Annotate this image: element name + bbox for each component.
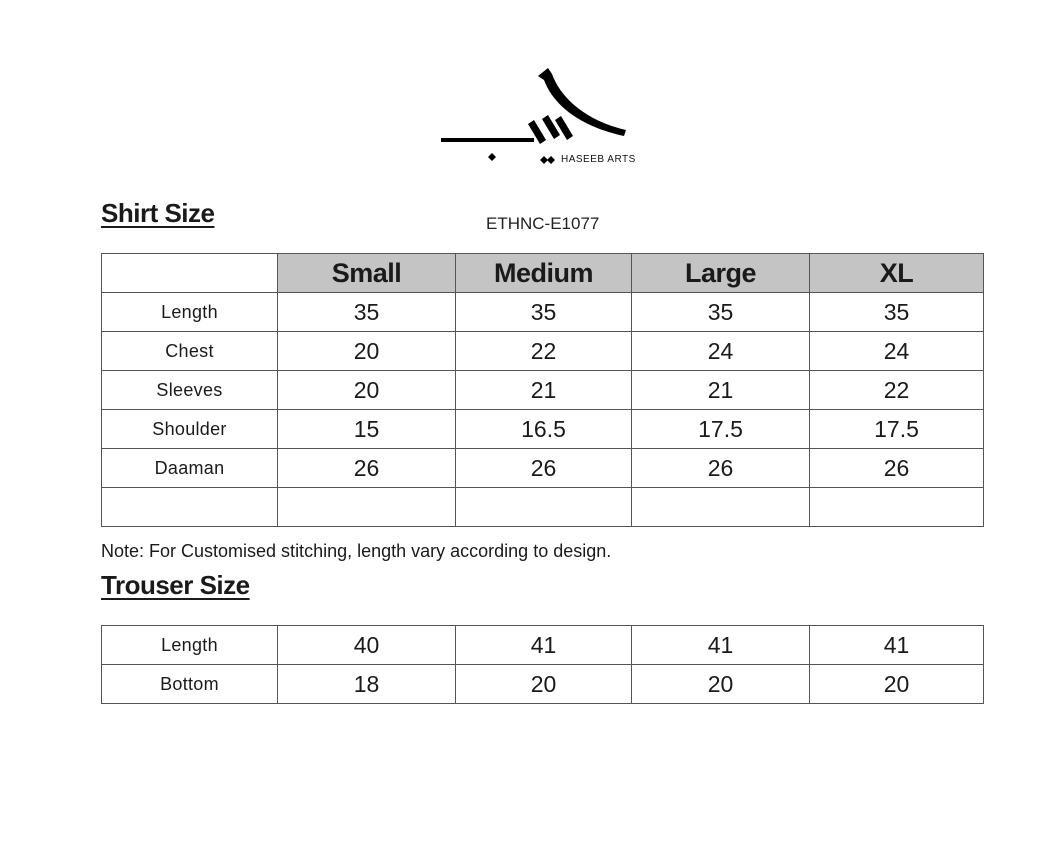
header-corner-cell <box>102 254 278 293</box>
table-row <box>102 410 984 449</box>
table-cell: 21 <box>456 371 632 410</box>
table-cell <box>278 488 456 527</box>
table-row <box>102 665 984 704</box>
brand-name: HASEEB ARTS <box>561 154 636 165</box>
table-cell: 22 <box>810 371 984 410</box>
table-cell: 17.5 <box>810 410 984 449</box>
table-row <box>102 293 984 332</box>
row-label: Daaman <box>102 449 278 488</box>
shirt-size-table <box>101 253 984 527</box>
row-label: Shoulder <box>102 410 278 449</box>
table-cell: 20 <box>278 332 456 371</box>
table-cell: 40 <box>278 626 456 665</box>
row-label: Chest <box>102 332 278 371</box>
table-cell: 22 <box>456 332 632 371</box>
row-label: Length <box>102 626 278 665</box>
trouser-size-table <box>101 625 984 704</box>
table-cell: 20 <box>278 371 456 410</box>
table-cell: 17.5 <box>632 410 810 449</box>
table-cell: 20 <box>810 665 984 704</box>
table-cell: 41 <box>810 626 984 665</box>
row-label: Sleeves <box>102 371 278 410</box>
table-cell <box>456 488 632 527</box>
table-cell: 21 <box>632 371 810 410</box>
table-row-empty <box>102 488 984 527</box>
table-cell: 35 <box>810 293 984 332</box>
header-xl: XL <box>810 254 984 293</box>
row-label <box>102 488 278 527</box>
table-cell: 26 <box>810 449 984 488</box>
stitching-note: Note: For Customised stitching, length vary according to design. <box>101 541 612 561</box>
table-cell: 41 <box>456 626 632 665</box>
table-cell: 20 <box>632 665 810 704</box>
table-cell: 24 <box>810 332 984 371</box>
table-cell: 35 <box>278 293 456 332</box>
table-row <box>102 332 984 371</box>
table-cell: 16.5 <box>456 410 632 449</box>
table-cell: 20 <box>456 665 632 704</box>
header-large: Large <box>632 254 810 293</box>
header-small: Small <box>278 254 456 293</box>
table-row <box>102 371 984 410</box>
header-medium: Medium <box>456 254 632 293</box>
table-cell: 26 <box>278 449 456 488</box>
table-cell <box>632 488 810 527</box>
trouser-size-title: Trouser Size <box>101 570 250 600</box>
table-cell: 26 <box>632 449 810 488</box>
table-cell: 35 <box>456 293 632 332</box>
shirt-header-row <box>102 254 984 293</box>
table-cell: 35 <box>632 293 810 332</box>
table-row <box>102 626 984 665</box>
table-cell: 26 <box>456 449 632 488</box>
table-cell: 15 <box>278 410 456 449</box>
row-label: Length <box>102 293 278 332</box>
table-cell <box>810 488 984 527</box>
table-cell: 24 <box>632 332 810 371</box>
product-code: ETHNC-E1077 <box>486 214 600 233</box>
table-row <box>102 449 984 488</box>
shirt-size-title: Shirt Size <box>101 198 215 228</box>
table-cell: 41 <box>632 626 810 665</box>
table-cell: 18 <box>278 665 456 704</box>
row-label: Bottom <box>102 665 278 704</box>
